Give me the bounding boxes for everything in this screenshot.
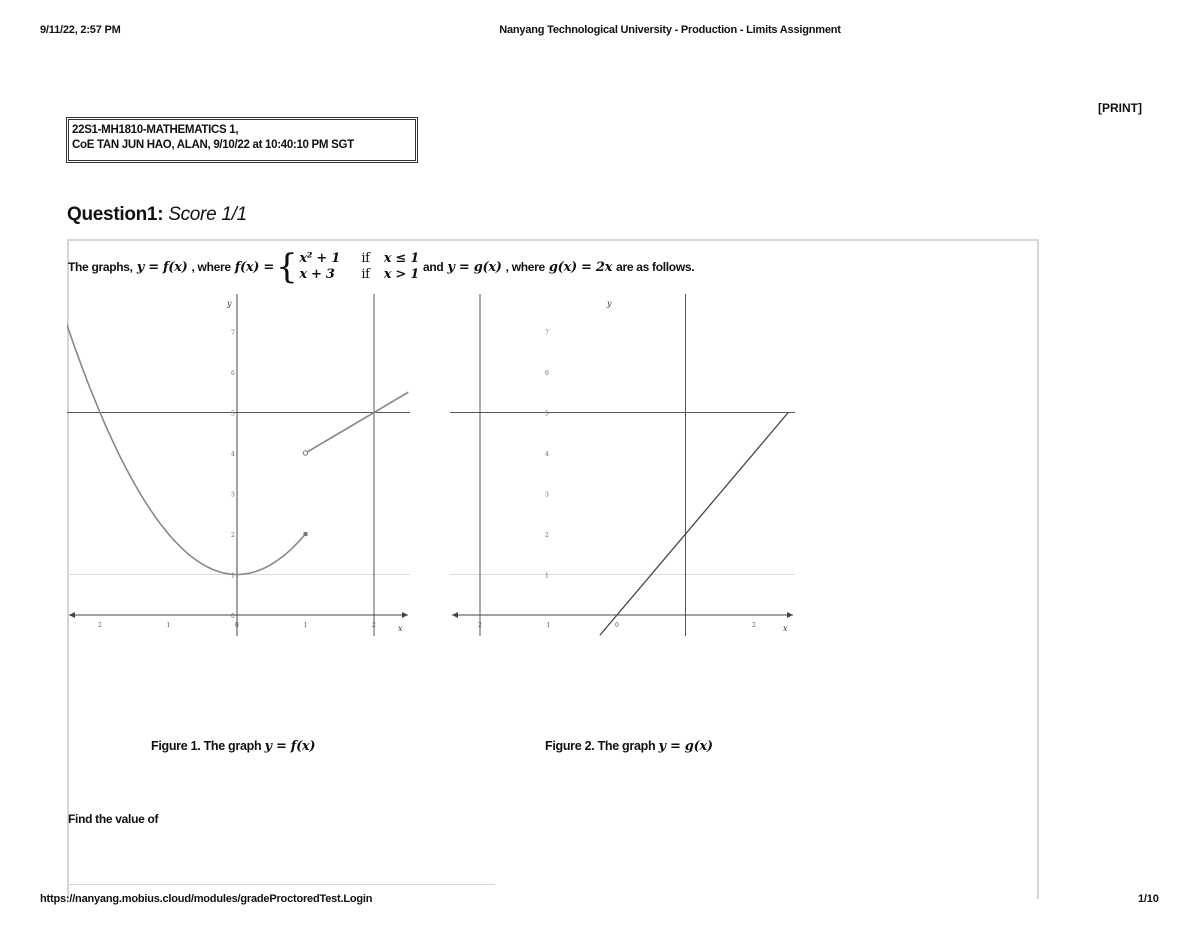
- course-code: 22S1-MH1810-MATHEMATICS 1,: [72, 124, 239, 136]
- question-score: Score 1/1: [168, 204, 247, 225]
- x-axis-arrow-right: [402, 612, 408, 618]
- page-header-title: Nanyang Technological University - Production - Limits Assignment: [499, 24, 841, 36]
- series-x-squared-plus-1: [67, 321, 306, 574]
- question-intro: The graphs, y = f(x) , where f(x) = { x² + 1 if x ≤ 1 x + 3 if x > 1 and y = g(x) , where g(x) = 2x are as follows.: [68, 247, 695, 287]
- math-gx-def: g(x) = 2x: [548, 259, 613, 275]
- footer-page-number: 1/10: [1138, 893, 1159, 905]
- y-tick-label: 1: [231, 572, 235, 580]
- question-label: Question1:: [67, 204, 164, 225]
- series-x-plus-3: [306, 392, 409, 453]
- y-tick-label: 7: [231, 329, 235, 337]
- x-tick-label: 1: [303, 622, 308, 629]
- y-tick-label: 0: [231, 613, 235, 620]
- x-axis-label: x: [398, 624, 403, 633]
- x-axis-arrow-left: [69, 612, 75, 618]
- brace: {: [275, 247, 298, 287]
- x-axis-label: x: [783, 624, 788, 633]
- y-tick-label: 1: [545, 572, 549, 580]
- x-tick-label: 2: [98, 622, 102, 629]
- print-datetime: 9/11/22, 2:57 PM: [40, 24, 121, 36]
- y-tick-label: 6: [545, 370, 549, 377]
- series-2x: [600, 413, 788, 636]
- x-tick-label: 1: [546, 622, 551, 629]
- divider: [67, 884, 495, 885]
- x-tick-label: 2: [372, 622, 376, 629]
- x-tick-label: 1: [166, 622, 171, 629]
- y-tick-label: 7: [545, 329, 549, 337]
- y-tick-label: 2: [231, 532, 235, 539]
- y-tick-label: 2: [545, 532, 549, 539]
- figure-1-caption: Figure 1. The graph y = f(x): [151, 739, 316, 754]
- question-heading: [67, 204, 247, 226]
- math-y-eq-gx: y = g(x): [447, 259, 502, 275]
- y-tick-label: 5: [545, 410, 549, 418]
- y-axis-label: y: [227, 299, 232, 308]
- piecewise-cases: x² + 1 if x ≤ 1 x + 3 if x > 1: [299, 251, 419, 282]
- piecewise-definition: f(x) = { x² + 1 if x ≤ 1 x + 3 if x > 1: [234, 247, 419, 287]
- find-value-prompt: Find the value of: [68, 812, 159, 826]
- x-tick-label: 0: [235, 622, 239, 629]
- footer-url: https://nanyang.mobius.cloud/modules/gradeProctoredTest.Login: [40, 893, 373, 905]
- x-tick-label: 0: [615, 622, 619, 629]
- y-tick-label: 4: [545, 451, 549, 458]
- print-link[interactable]: [PRINT]: [1098, 101, 1142, 115]
- student-info: CoE TAN JUN HAO, ALAN, 9/10/22 at 10:40:10 PM SGT: [72, 139, 354, 151]
- y-tick-label: 3: [545, 491, 549, 499]
- course-info-box: [66, 117, 418, 163]
- x-tick-label: 2: [478, 622, 482, 629]
- y-tick-label: 5: [231, 410, 235, 418]
- x-tick-label: 2: [752, 622, 756, 629]
- math-y-eq-fx: y = f(x): [136, 259, 188, 275]
- x-axis-arrow-left: [452, 612, 458, 618]
- y-tick-label: 3: [231, 491, 235, 499]
- figure-1-graph: [67, 294, 410, 636]
- y-axis-label: y: [607, 299, 612, 308]
- open-endpoint-1-4: [303, 451, 307, 455]
- closed-endpoint-1-2: [304, 532, 308, 536]
- figure-2-graph: [450, 294, 795, 636]
- x-axis-arrow-right: [787, 612, 793, 618]
- figure-2-caption: Figure 2. The graph y = g(x): [545, 739, 713, 754]
- y-tick-label: 4: [231, 451, 235, 458]
- y-tick-label: 6: [231, 370, 235, 377]
